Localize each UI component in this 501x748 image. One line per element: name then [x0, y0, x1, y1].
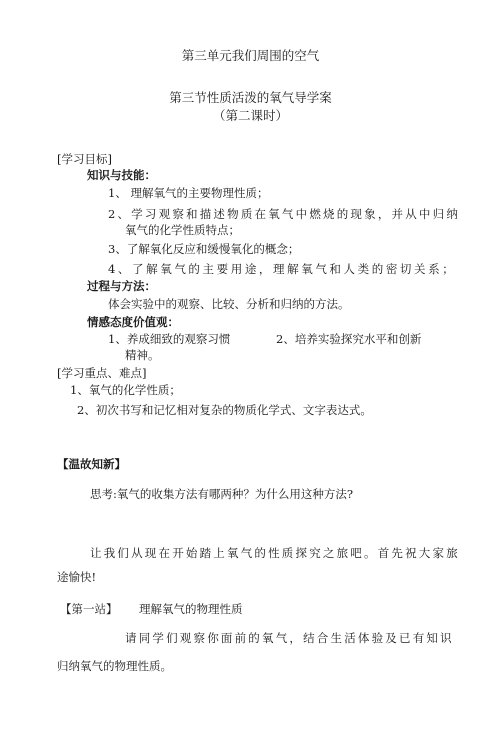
lesson-subtitle: （第二课时）: [212, 108, 288, 123]
station-1-topic: 理解氧气的物理性质: [139, 602, 243, 616]
emotion-item-2: 2、培养实验探究水平和创新: [276, 332, 422, 346]
key-point-2: 2、初次书写和记忆相对复杂的物质化学式、文字表达式。: [77, 403, 372, 417]
emotion-heading: 情感态度价值观：: [87, 315, 179, 329]
review-heading: 【温故知新】: [57, 457, 126, 471]
knowledge-item-3: 3、了解氧化反应和缓慢氧化的概念；: [108, 242, 300, 256]
intro-line-1: 让我们从现在开始踏上氧气的性质探究之旅吧。首先祝大家旅: [90, 546, 460, 560]
station-1-label: 【第一站】: [60, 602, 118, 616]
lesson-title: 第三节性质活泼的氧气导学案: [169, 90, 332, 105]
emotion-item-1: 1、养成细致的观察习惯: [108, 332, 231, 346]
review-question: 思考:氧气的收集方法有哪两种？为什么用这种方法?: [90, 487, 354, 501]
knowledge-item-2b: 氧气的化学性质特点；: [125, 223, 240, 237]
emotion-item-3: 精神。: [125, 348, 160, 362]
process-heading: 过程与方法：: [87, 279, 156, 293]
process-text: 体会实验中的观察、比较、分析和归纳的方法。: [108, 297, 350, 311]
knowledge-item-1: 1、 理解氧气的主要物理性质；: [108, 186, 269, 200]
key-points-heading: [学习重点、难点]: [57, 366, 147, 380]
knowledge-item-2a: 2、学习观察和描述物质在氧气中燃烧的现象，并从中归纳: [108, 207, 461, 221]
knowledge-item-4: 4、了解氧气的主要用途，理解氧气和人类的密切关系；: [108, 262, 457, 276]
station-1-text-2: 归纳氧气的物理性质。: [57, 659, 172, 673]
knowledge-heading: 知识与技能：: [87, 168, 156, 182]
station-1-text-1: 请同学们观察你面前的氧气，结合生活体验及已有知识: [125, 631, 454, 645]
unit-title: 第三单元我们周围的空气: [181, 48, 320, 63]
goals-heading: [学习目标]: [57, 152, 112, 166]
key-point-1: 1、氧气的化学性质；: [70, 383, 181, 397]
intro-line-2: 途愉快!: [57, 570, 97, 584]
